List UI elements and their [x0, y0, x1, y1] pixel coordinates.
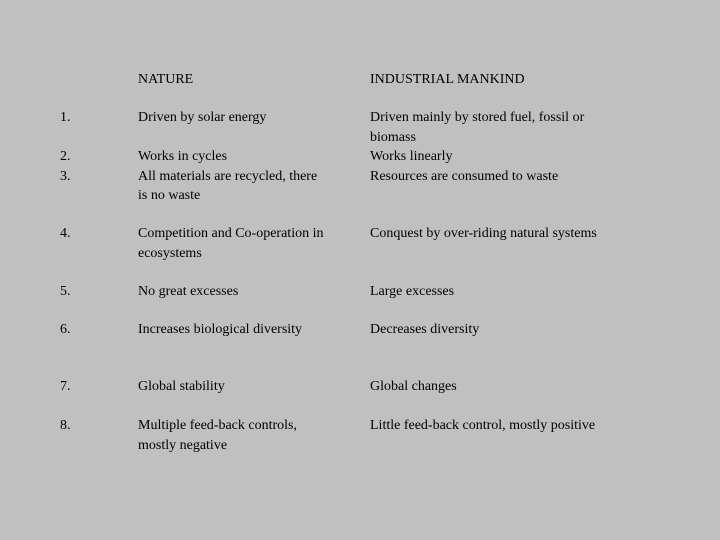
header-industrial-mankind: INDUSTRIAL MANKIND — [370, 72, 525, 87]
row-7-number: 7. — [60, 379, 71, 394]
row-1-industrial-line-2: biomass — [370, 129, 416, 145]
row-5-number: 5. — [60, 284, 71, 299]
row-3-industrial-line-1: Resources are consumed to waste — [370, 168, 559, 184]
row-7-industrial-line-1: Global changes — [370, 379, 457, 394]
row-4-number: 4. — [60, 226, 71, 241]
row-6-nature-line-1: Increases biological diversity — [138, 322, 303, 337]
row-3-number: 3. — [60, 168, 71, 184]
row-1-industrial-line-1: Driven mainly by stored fuel, fossil or — [370, 110, 585, 125]
row-8-nature-line-1: Multiple feed-back controls, — [138, 418, 298, 433]
row-4-nature-line-2: ecosystems — [138, 245, 202, 261]
row-2-number: 2. — [60, 149, 71, 164]
row-4-nature-line-1: Competition and Co-operation in — [138, 226, 324, 241]
row-1-nature-line-1: Driven by solar energy — [138, 110, 267, 125]
row-6-number: 6. — [60, 322, 71, 337]
row-1-number: 1. — [60, 110, 71, 125]
row-3-nature-line-2: is no waste — [138, 188, 201, 203]
row-7-nature-line-1: Global stability — [138, 379, 225, 394]
row-8-industrial-line-1: Little feed-back control, mostly positive — [370, 418, 596, 433]
row-6-industrial-line-1: Decreases diversity — [370, 322, 480, 337]
row-5-nature-line-1: No great excesses — [138, 284, 239, 299]
row-3-nature-line-1: All materials are recycled, there — [138, 168, 318, 184]
header-nature: NATURE — [138, 72, 194, 87]
row-8-number: 8. — [60, 418, 71, 433]
row-2-nature-line-1: Works in cycles — [138, 149, 228, 164]
row-8-nature-line-2: mostly negative — [138, 437, 228, 453]
row-5-industrial-line-1: Large excesses — [370, 284, 455, 299]
row-2-industrial-line-1: Works linearly — [370, 149, 453, 164]
row-4-industrial-line-1: Conquest by over-riding natural systems — [370, 226, 597, 241]
